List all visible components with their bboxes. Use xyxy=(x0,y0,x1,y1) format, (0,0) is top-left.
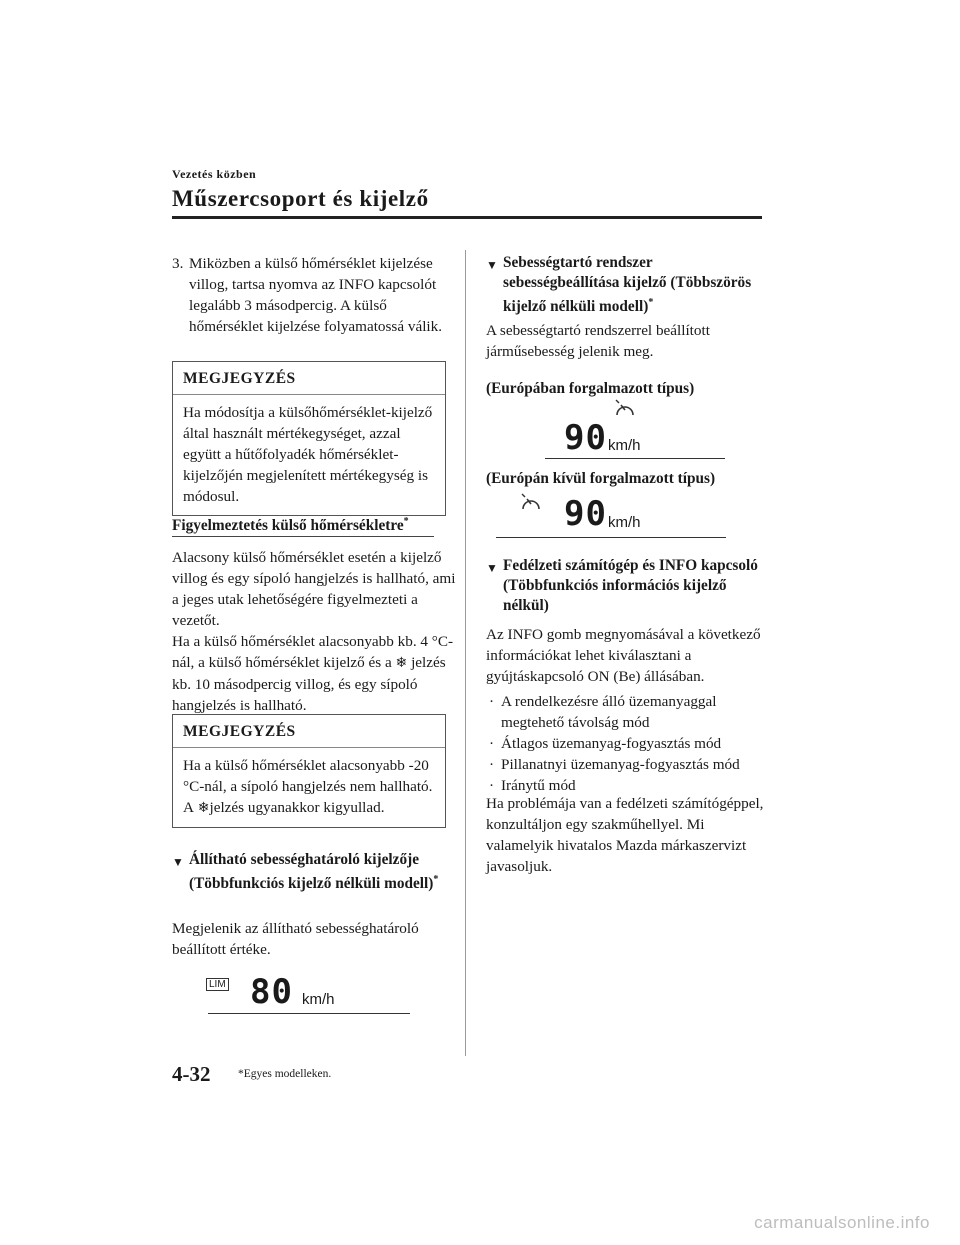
list-item: · A rendelkezésre álló üzemanyaggal megtehető távolság mód xyxy=(489,693,717,731)
cruise-heading xyxy=(486,253,771,317)
speed-unit: km/h xyxy=(608,437,641,454)
warning-text-2b: jelzés kb. 10 másodpercig villog, és egy sípoló hangjelzés is hallható. xyxy=(172,654,446,714)
note-heading: MEGJEGYZÉS xyxy=(173,362,445,395)
lim-badge: LIM xyxy=(206,978,229,991)
cruise-display-non-europe xyxy=(520,490,728,540)
display-line xyxy=(545,458,725,459)
caption-europe: (Európában forgalmazott típus) xyxy=(486,380,695,397)
footnote: *Egyes modelleken. xyxy=(238,1068,332,1080)
info-text: Az INFO gomb megnyomásával a következő információkat lehet kiválasztani a gyújtáskapcsoló ON (Be) állásában. xyxy=(486,626,761,685)
cruise-display-europe xyxy=(560,398,728,460)
footnote-star: * xyxy=(648,297,654,308)
mode-list xyxy=(486,691,766,796)
note-body xyxy=(173,748,445,827)
speed-value: 90 xyxy=(564,418,607,458)
page-title: Műszercsoport és kijelző xyxy=(172,186,429,211)
caption-non-europe: (Európán kívül forgalmazott típus) xyxy=(486,470,716,487)
speed-value: 80 xyxy=(250,972,293,1012)
cruise-speedometer-icon xyxy=(520,492,542,514)
cruise-speedometer-icon xyxy=(614,398,636,420)
limiter-display xyxy=(206,974,412,1016)
step-3 xyxy=(172,253,452,337)
note-box-2 xyxy=(172,714,446,828)
warning-text-2 xyxy=(172,631,457,716)
note-body: Ha módosítja a külsőhőmérséklet-kijelző által használt mértékegységet, azzal együtt a hűtőfolyadék hőmérséklet-kijelzőjén megjelenített mértékegység is módosul. xyxy=(183,404,433,505)
display-line xyxy=(208,1013,410,1014)
warning-paragraph xyxy=(172,547,457,716)
section-label: Vezetés közben xyxy=(172,167,257,181)
page-number: 4-32 xyxy=(172,1062,211,1086)
triangle-bullet-icon: ▼ xyxy=(486,258,498,272)
list-item: · Pillanatnyi üzemanyag-fogyasztás mód xyxy=(489,756,740,773)
watermark: carmanualsonline.info xyxy=(754,1213,930,1232)
bullet-dot-icon: · xyxy=(489,735,495,752)
limiter-text: Megjelenik az állítható sebességhatároló beállított értéke. xyxy=(172,920,419,958)
closing-text: Ha problémája van a fedélzeti számítógéppel, konzultáljon egy szakműhellyel. Mi valamelyik hivatalos Mazda márkaszervizt javasoljuk. xyxy=(486,795,764,875)
list-item: · Iránytű mód xyxy=(489,777,576,794)
triangle-bullet-icon: ▼ xyxy=(486,561,498,575)
step-number: 3. xyxy=(172,255,184,272)
speed-value: 90 xyxy=(564,494,607,534)
warning-text-2a: Ha a külső hőmérséklet alacsonyabb kb. 4 °C-nál, a külső hőmérséklet kijelző és a xyxy=(172,633,454,671)
info-heading-text: Fedélzeti számítógép és INFO kapcsoló (Többfunkciós információs kijelző nélkül) xyxy=(503,557,758,614)
cruise-heading-text: Sebességtartó rendszer sebességbeállítása kijelző (Többszörös kijelző nélküli modell) xyxy=(503,254,752,316)
bullet-dot-icon: · xyxy=(489,756,495,773)
limiter-heading-text: Állítható sebességhatároló kijelzője (Többfunkciós kijelző nélküli modell) xyxy=(189,851,434,893)
step-text: Miközben a külső hőmérséklet kijelzése villog, tartsa nyomva az INFO kapcsolót legalább 3 másodpercig. A külső hőmérséklet kijelzése folyamatossá válik. xyxy=(189,255,443,335)
note-body-b: jelzés ugyanakkor kigyullad. xyxy=(209,799,385,816)
info-heading xyxy=(486,556,766,616)
warning-text-1: Alacsony külső hőmérséklet esetén a kijelző villog és egy sípoló hangjelzés is hallható, ami a jeges utak lehetőségére figyelmezteti a vezetőt. xyxy=(172,549,456,629)
snowflake-icon: ❄ xyxy=(197,800,210,816)
cruise-text: A sebességtartó rendszerrel beállított járműsebesség jelenik meg. xyxy=(486,322,710,360)
footnote-star: * xyxy=(433,874,439,885)
note-box-1 xyxy=(172,361,446,516)
bullet-dot-icon: · xyxy=(489,693,495,710)
note-heading: MEGJEGYZÉS xyxy=(173,715,445,748)
speed-unit: km/h xyxy=(302,991,335,1008)
warning-heading-text: Figyelmeztetés külső hőmérsékletre xyxy=(172,517,404,535)
heading-underline xyxy=(172,536,434,537)
note-body-a: Ha a külső hőmérséklet alacsonyabb -20 °C-nál, a sípoló hangjelzés nem hallható. A xyxy=(183,757,433,816)
speed-unit: km/h xyxy=(608,514,641,531)
bullet-dot-icon: · xyxy=(489,777,495,794)
triangle-bullet-icon: ▼ xyxy=(172,855,184,869)
column-divider xyxy=(465,250,466,1056)
footnote-star: * xyxy=(403,516,409,527)
title-rule xyxy=(172,216,762,219)
snowflake-icon: ❄ xyxy=(395,655,408,671)
limiter-heading xyxy=(172,850,452,894)
display-line xyxy=(496,537,726,538)
list-item: · Átlagos üzemanyag-fogyasztás mód xyxy=(489,735,722,752)
warning-heading xyxy=(172,516,409,535)
